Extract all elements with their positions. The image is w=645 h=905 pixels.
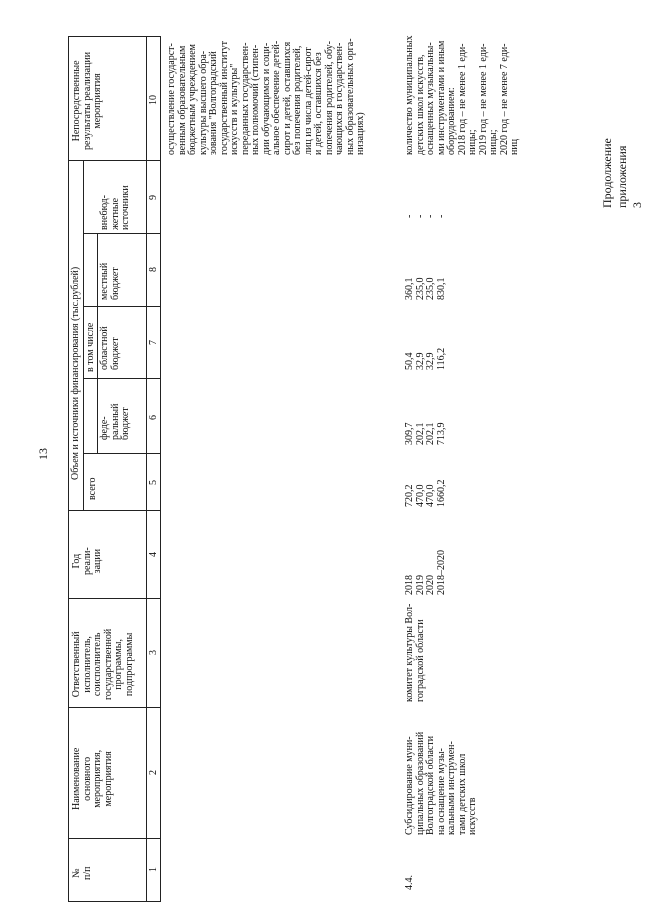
col-number-10: 10 [148, 95, 159, 105]
page-number: 13 [36, 448, 50, 460]
prev-result-text: осуществление государст- венным образовательным бюджетным учреждением культуры высшего обра- зования "Волгоградский государственный институт искусств и культуры" переданных государствен- ных полномочий (стипен- дии обучающимся и соци- альное обеспечение детей- сирот и детей, оставшихся без попечения родителей, лиц из числа детей-сирот и детей, оставшихся без попечения родителей, обу- чающихся в государствен- ных образовательных орга- низациях) [166, 38, 366, 155]
header-offbudget: внебюд- жетные источники [99, 185, 131, 230]
row-total: 720,2 470,0 470,0 1660,2 [404, 479, 447, 507]
row-federal: 309,7 202,1 202,1 713,9 [404, 422, 447, 445]
col-number-6: 6 [148, 415, 159, 420]
col-number-2: 2 [148, 770, 159, 775]
col-number-4: 4 [148, 552, 159, 557]
row-name: Субсидирование муни- ципальных образований Волгоградской области на оснащение музы- кальными инструмен- тами детских школ искусств [404, 731, 478, 835]
row-executor: комитет культуры Вол- гоградской области [404, 603, 426, 702]
col-number-5: 5 [148, 480, 159, 485]
header-results: Непосредственные результаты реализации мероприятия [71, 51, 103, 150]
header-funding: Объем и источники финансирования (тыс.рублей) [70, 266, 81, 480]
row-local: 360,1 235,0 235,0 830,1 [404, 277, 447, 300]
row-result: количество муниципальных детских школ искусств, оснащенных музыкальны- ми инструментами и иным оборудованием: 2018 год – не менее 1 еди- ницы; 2019 год – не менее 1 еди- ницы; 2020 год – не менее 7 еди- ниц [404, 35, 520, 155]
header-year: Год реали- зации [71, 547, 103, 575]
header-executor: Ответственный исполнитель, соисполнитель государственной программы, подпрограммы [71, 628, 135, 700]
header-regional: областной бюджет [99, 326, 121, 370]
row-years: 2018 2019 2020 2018–2020 [404, 550, 447, 595]
row-offbudget: - - - - [404, 214, 447, 218]
col-number-9: 9 [148, 195, 159, 200]
header-local: местный бюджет [99, 262, 121, 300]
col-number-8: 8 [148, 267, 159, 272]
header-in-that: в том числе [85, 322, 96, 372]
col-number-1: 1 [148, 867, 159, 872]
col-number-3: 3 [148, 650, 159, 655]
header-name: Наименование основного мероприятия, мероприятия [71, 747, 114, 810]
row-regional: 50,4 32,9 32,9 116,2 [404, 347, 447, 370]
header-federal: феде- ральный бюджет [99, 403, 131, 440]
header-total: всего [87, 477, 98, 500]
header-num: № п/п [71, 866, 93, 880]
col-number-7: 7 [148, 340, 159, 345]
continuation-label: Продолжение приложения 3 [600, 138, 644, 208]
row-num: 4.4. [404, 875, 415, 890]
